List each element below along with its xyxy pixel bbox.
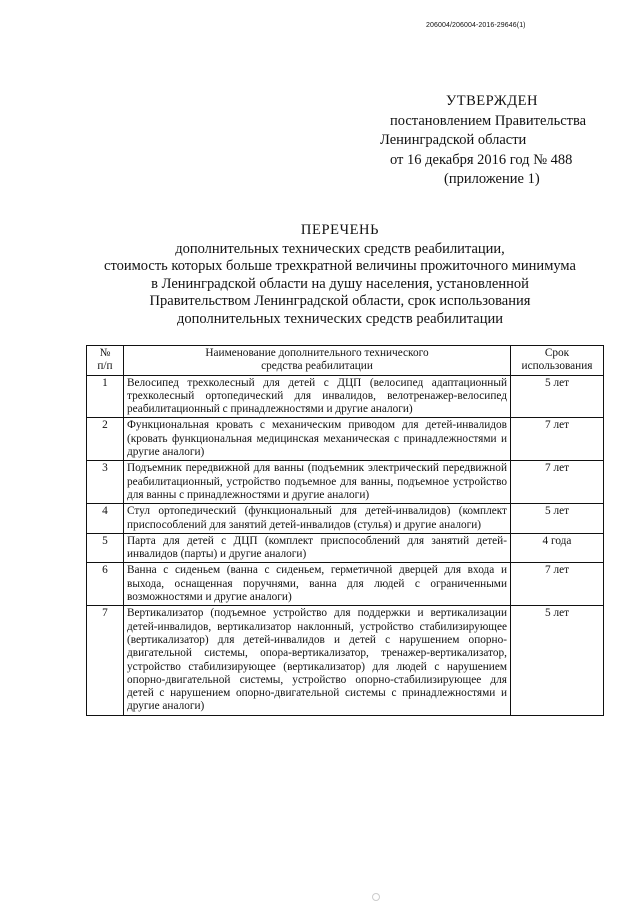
row-name: Подъемник передвижной для ванны (подъемник электрический передвижной реабилитационный, устройство подъемное для ванны, подъемное устройство для ванны с принадлежностями и другие аналоги) <box>124 461 511 504</box>
header-number <box>87 346 124 376</box>
row-number: 2 <box>87 418 124 461</box>
approval-line-3: Ленинградской области <box>380 132 527 148</box>
table-row <box>87 418 604 461</box>
title-line-2: стоимость которых больше трехкратной величины прожиточного минимума <box>104 258 576 274</box>
row-term: 5 лет <box>511 375 604 418</box>
row-number: 3 <box>87 461 124 504</box>
header-name <box>124 346 511 376</box>
scan-mark <box>372 893 380 901</box>
row-name: Функциональная кровать с механическим приводом для детей-инвалидов (кровать функциональная медицинская механическая с принадлежностями и другие аналоги) <box>124 418 511 461</box>
document-title <box>60 222 620 328</box>
approval-line-4: от 16 декабря 2016 год № 488 <box>390 151 573 168</box>
row-term: 7 лет <box>511 461 604 504</box>
table-header-row <box>87 346 604 376</box>
document-id: 206004/206004-2016-29646(1) <box>426 22 526 29</box>
rehab-means-table <box>86 345 604 716</box>
row-number: 6 <box>87 563 124 606</box>
row-term: 4 года <box>511 533 604 563</box>
approval-line-2: постановлением Правительства <box>390 112 587 129</box>
row-number: 4 <box>87 504 124 534</box>
row-name: Ванна с сиденьем (ванна с сиденьем, герметичной дверцей для входа и выхода, оснащенная поручнями, ванна для людей с ограниченными возможностями и другие аналоги) <box>124 563 511 606</box>
header-term-line-1: Срок <box>544 347 570 359</box>
table-row <box>87 375 604 418</box>
approval-heading: УТВЕРЖДЕН <box>446 93 538 109</box>
title-line-1: дополнительных технических средств реабилитации, <box>175 240 505 257</box>
table-row <box>87 461 604 504</box>
row-term: 5 лет <box>511 504 604 534</box>
header-name-line-1: Наименование дополнительного технического <box>205 347 429 359</box>
row-name: Стул ортопедический (функциональный для детей-инвалидов) (комплект приспособлений для занятий детей-инвалидов (стулья) и другие аналоги) <box>124 504 511 534</box>
row-name: Вертикализатор (подъемное устройство для поддержки и вертикализации детей-инвалидов, вертикализатор наклонный, устройство стабилизирующее (вертикализатор) для детей-инвалидов и детей с нарушением опорно-двигательной системы, опора-вертикализатор, тренажер-вертикализатор, устройство стабилизирующее (вертикализатор) для людей с нарушением опорно-двигательной системы, устройство опорно-стабилизирующее для детей с нарушением опорно-двигательной системы с принадлежностями и другие аналоги) <box>124 606 511 715</box>
row-number: 1 <box>87 375 124 418</box>
row-term: 7 лет <box>511 418 604 461</box>
header-number-line-1: № <box>99 347 111 359</box>
approval-line-5: (приложение 1) <box>444 171 540 187</box>
table-row <box>87 563 604 606</box>
row-name: Парта для детей с ДЦП (комплект приспособлений для занятий детей-инвалидов (парты) и другие аналоги) <box>124 533 511 563</box>
title-line-5: дополнительных технических средств реабилитации <box>177 310 503 327</box>
row-term: 7 лет <box>511 563 604 606</box>
title-line-4: Правительством Ленинградской области, срок использования <box>149 293 531 309</box>
header-number-line-2: п/п <box>97 360 113 373</box>
table-row <box>87 533 604 563</box>
title-line-3: в Ленинградской области на душу населения, установленной <box>151 275 529 292</box>
header-term-line-2: использования <box>521 360 593 373</box>
table-row <box>87 504 604 534</box>
header-name-line-2: средства реабилитации <box>261 360 373 373</box>
title-heading: ПЕРЕЧЕНЬ <box>300 222 380 238</box>
approval-block <box>380 92 610 190</box>
row-number: 7 <box>87 606 124 715</box>
table-row <box>87 606 604 715</box>
header-term <box>511 346 604 376</box>
row-number: 5 <box>87 533 124 563</box>
row-name: Велосипед трехколесный для детей с ДЦП (велосипед адаптационный трехколесный ортопедический для инвалидов, велотренажер-велосипед реабилитационный с принадлежностями и другие аналоги) <box>124 375 511 418</box>
row-term: 5 лет <box>511 606 604 715</box>
